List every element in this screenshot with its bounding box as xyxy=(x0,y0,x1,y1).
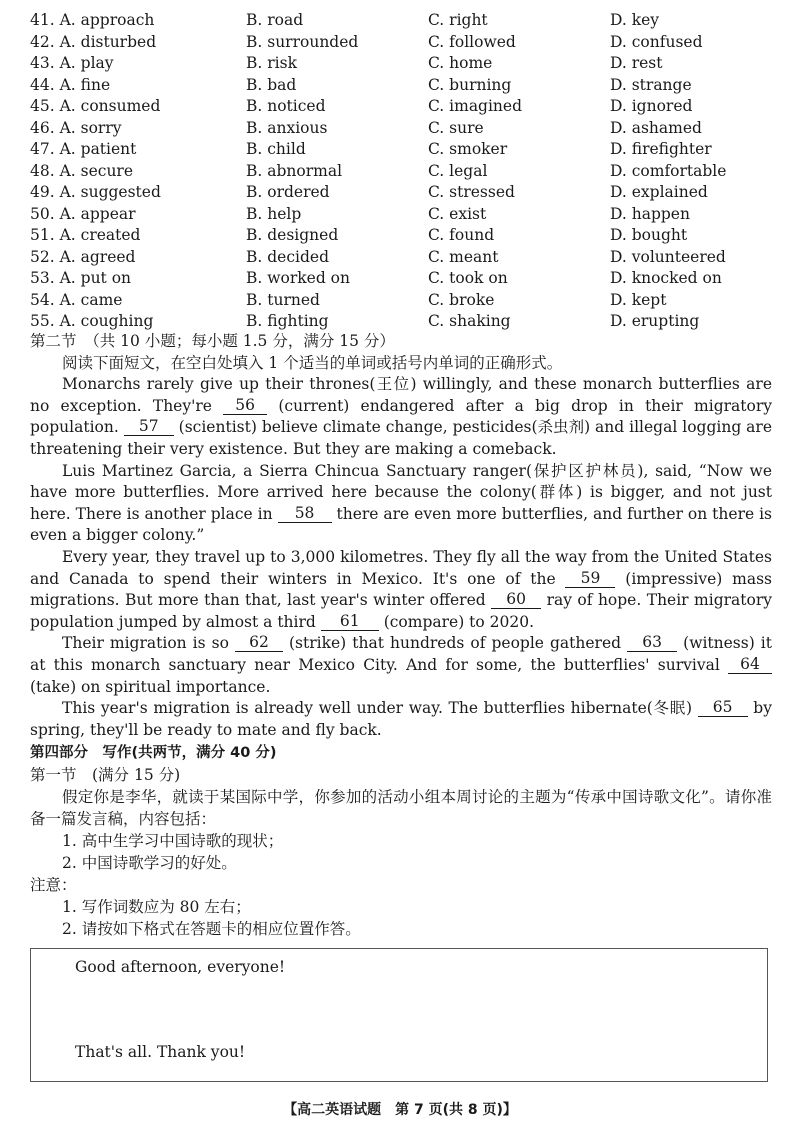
choice-row xyxy=(30,182,790,204)
option-c: C. stressed xyxy=(428,183,515,201)
option-d: D. ignored xyxy=(610,97,693,115)
choice-row xyxy=(30,96,790,118)
blank-56[interactable]: 56 xyxy=(223,397,267,415)
option-c: C. burning xyxy=(428,75,512,94)
option-d: D. bought xyxy=(610,226,688,244)
choice-row xyxy=(30,311,790,333)
option-d: D. happen xyxy=(610,204,690,223)
option-d: D. kept xyxy=(610,290,667,309)
option-d: D. strange xyxy=(610,75,692,94)
option-c: C. sure xyxy=(428,118,484,137)
blank-57[interactable]: 57 xyxy=(124,418,174,436)
option-b: B. risk xyxy=(246,54,297,72)
note-item: 1. 写作词数应为 80 左右； xyxy=(62,898,251,916)
passage-paragraph-3: Every year, they travel up to 3,000 kilometres. They fly all the way from the United States and Canada to spend their winters in Mexico. It's one of the 59 (impressive) mass migrations. But more than that, last year's winter offered 60 ray of hope. Their migratory population jumped by almost a third 61 (compare) to 2020. xyxy=(30,547,772,631)
writing-prompt: 假定你是李华，就读于某国际中学，你参加的活动小组本周讨论的主题为“传承中国诗歌文化”。请你准备一篇发言稿，内容包括： xyxy=(30,788,772,828)
choice-row xyxy=(30,118,790,140)
section-2-passage xyxy=(30,331,772,741)
option-b: B. bad xyxy=(246,75,297,94)
passage-paragraph-4: Their migration is so 62 (strike) that hundreds of people gathered 63 (witness) it at this monarch sanctuary near Mexico City. And for some, the butterflies' survival 64 (take) on spiritual importance. xyxy=(30,633,772,696)
option-b: B. turned xyxy=(246,290,320,309)
choice-row xyxy=(30,10,790,32)
option-a: A. put on xyxy=(59,269,132,287)
blank-62[interactable]: 62 xyxy=(235,634,283,652)
option-a: A. secure xyxy=(59,161,134,180)
choice-row xyxy=(30,247,790,269)
option-a: A. consumed xyxy=(59,97,161,115)
section-2-instruction: 阅读下面短文，在空白处填入 1 个适当的单词或括号内单词的正确形式。 xyxy=(62,353,563,372)
option-d: D. confused xyxy=(610,32,703,51)
option-b: B. abnormal xyxy=(246,161,343,180)
question-number: 53. xyxy=(30,269,55,287)
prompt-item: 1. 高中生学习中国诗歌的现状； xyxy=(62,832,284,850)
option-b: B. anxious xyxy=(246,118,328,137)
question-number: 45. xyxy=(30,97,55,115)
option-c: C. found xyxy=(428,226,495,244)
option-a: A. disturbed xyxy=(59,32,157,51)
option-b: B. worked on xyxy=(246,269,350,287)
option-c: C. meant xyxy=(428,247,499,266)
option-a: A. fine xyxy=(59,75,111,94)
option-d: D. rest xyxy=(610,54,663,72)
option-a: A. approach xyxy=(59,11,155,29)
question-number: 46. xyxy=(30,118,55,137)
option-d: D. knocked on xyxy=(610,269,722,287)
question-number: 55. xyxy=(30,312,55,330)
option-b: B. ordered xyxy=(246,183,330,201)
option-b: B. decided xyxy=(246,247,329,266)
option-d: D. ashamed xyxy=(610,118,702,137)
blank-60[interactable]: 60 xyxy=(491,591,541,609)
page-footer: 【高二英语试题 第 7 页(共 8 页)】 xyxy=(283,1102,517,1118)
option-b: B. noticed xyxy=(246,97,326,115)
choice-row xyxy=(30,161,790,183)
option-a: A. agreed xyxy=(59,247,136,266)
question-number: 50. xyxy=(30,204,55,223)
option-b: B. child xyxy=(246,140,306,158)
option-d: D. volunteered xyxy=(610,247,726,266)
option-a: A. play xyxy=(59,54,114,72)
option-c: C. imagined xyxy=(428,97,523,115)
option-d: D. comfortable xyxy=(610,161,727,180)
option-a: A. created xyxy=(59,226,141,244)
option-d: D. key xyxy=(610,11,660,29)
question-number: 49. xyxy=(30,183,55,201)
option-a: A. appear xyxy=(59,204,136,223)
question-number: 41. xyxy=(30,11,55,29)
option-c: C. smoker xyxy=(428,140,508,158)
note-item: 2. 请按如下格式在答题卡的相应位置作答。 xyxy=(62,920,361,938)
question-number: 54. xyxy=(30,290,55,309)
question-number: 43. xyxy=(30,54,55,72)
choice-row xyxy=(30,290,790,312)
choice-row xyxy=(30,268,790,290)
option-c: C. right xyxy=(428,11,488,29)
option-c: C. took on xyxy=(428,269,508,287)
option-d: D. explained xyxy=(610,183,708,201)
option-d: D. firefighter xyxy=(610,140,712,158)
question-number: 51. xyxy=(30,226,55,244)
note-label: 注意： xyxy=(30,876,77,894)
option-c: C. shaking xyxy=(428,312,511,330)
option-b: B. road xyxy=(246,11,304,29)
choice-row xyxy=(30,75,790,97)
blank-64[interactable]: 64 xyxy=(728,656,772,674)
option-b: B. surrounded xyxy=(246,32,359,51)
passage-paragraph-5: This year's migration is already well under way. The butterflies hibernate(冬眠) 65 by spring, they'll be ready to mate and fly back. xyxy=(30,698,772,739)
speech-opening: Good afternoon, everyone! xyxy=(75,958,286,976)
passage-paragraph-1: Monarchs rarely give up their thrones(王位) willingly, and these monarch butterflies are no exception. They're 56 (current) endangered after a big drop in their migratory population. 57 (scientist) believe climate change, pesticides(杀虫剂) and illegal logging are threatening their very existence. But they are making a comeback. xyxy=(30,375,772,458)
choice-row xyxy=(30,32,790,54)
choice-grid xyxy=(30,10,790,333)
question-number: 44. xyxy=(30,75,55,94)
option-c: C. exist xyxy=(428,204,487,223)
blank-61[interactable]: 61 xyxy=(321,613,379,631)
option-b: B. fighting xyxy=(246,312,329,330)
passage-paragraph-2: Luis Martinez Garcia, a Sierra Chincua Sanctuary ranger(保护区护林员), said, “Now we have more butterflies. More arrived here because the colony(群体) is bigger, and not just here. There is another place in 58 there are even more butterflies, and further on there is even a bigger colony.” xyxy=(30,461,773,545)
prompt-item: 2. 中国诗歌学习的好处。 xyxy=(62,854,237,872)
option-a: A. patient xyxy=(59,140,137,158)
speech-closing: That's all. Thank you! xyxy=(75,1043,246,1061)
option-b: B. designed xyxy=(246,226,339,244)
option-a: A. coughing xyxy=(59,312,154,330)
blank-63[interactable]: 63 xyxy=(627,634,677,652)
choice-row xyxy=(30,139,790,161)
section-1-heading: 第一节 (满分 15 分) xyxy=(30,766,181,784)
section-2-heading: 第二节 （共 10 小题；每小题 1.5 分，满分 15 分） xyxy=(30,332,395,350)
blank-58[interactable]: 58 xyxy=(278,505,332,523)
question-number: 48. xyxy=(30,161,55,180)
option-c: C. followed xyxy=(428,32,516,51)
option-c: C. home xyxy=(428,54,493,72)
blank-65[interactable]: 65 xyxy=(698,699,748,717)
question-number: 52. xyxy=(30,247,55,266)
option-a: A. came xyxy=(59,290,123,309)
option-c: C. legal xyxy=(428,161,488,180)
choice-row xyxy=(30,53,790,75)
option-b: B. help xyxy=(246,204,302,223)
choice-row xyxy=(30,204,790,226)
question-number: 42. xyxy=(30,32,55,51)
option-a: A. sorry xyxy=(59,118,122,137)
option-c: C. broke xyxy=(428,290,495,309)
part-4-heading: 第四部分 写作(共两节，满分 40 分) xyxy=(30,745,277,761)
option-a: A. suggested xyxy=(59,183,161,201)
option-d: D. erupting xyxy=(610,312,700,330)
choice-row xyxy=(30,225,790,247)
blank-59[interactable]: 59 xyxy=(565,570,615,588)
question-number: 47. xyxy=(30,140,55,158)
part-4-writing xyxy=(30,742,772,940)
answer-box[interactable] xyxy=(30,948,768,1082)
